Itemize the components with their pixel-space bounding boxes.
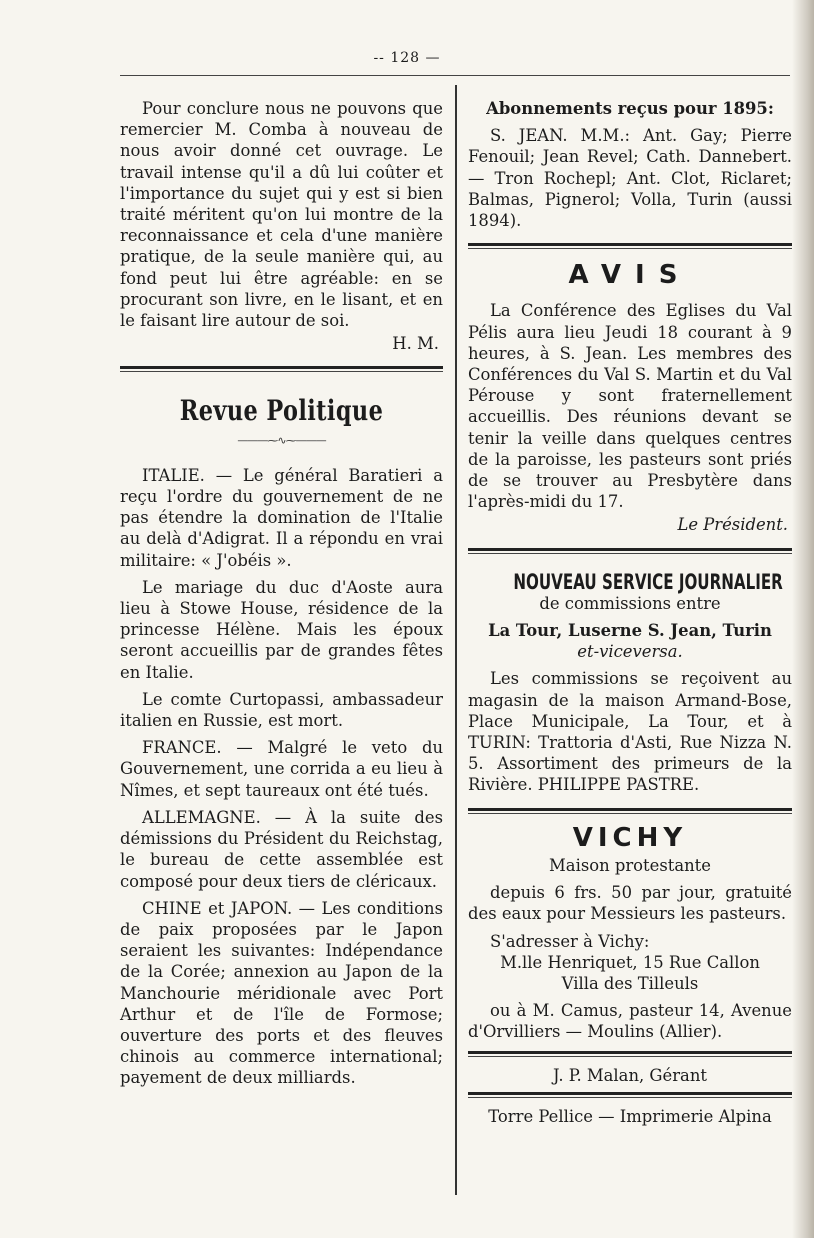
vichy-maison: Maison protestante <box>549 855 711 875</box>
left-column <box>120 98 443 1089</box>
vichy-address-2: M.lle Henriquet, 15 Rue Callon <box>500 952 760 972</box>
france-paragraph: FRANCE. — Malgré le veto du Gouvernement, une corrida a eu lieu à Nîmes, et sept taureaux ont été tués. <box>120 738 443 800</box>
section-rule <box>468 1051 792 1057</box>
mariage-paragraph: Le mariage du duc d'Aoste aura lieu à Stowe House, résidence de la princesse Hélène. Mais les époux seront accueillis par de grandes fêtes en Italie. <box>120 577 443 682</box>
section-rule <box>468 548 792 554</box>
avis-text: La Conférence des Eglises du Val Pélis aura lieu Jeudi 18 courant à 9 heures, à S. Jean. Les membres des Conférences du Val S. Martin et du Val Pérouse y sont fraternellement accueillis. Des réunions devant se tenir la veille dans quelques centres de la paroisse, les pasteurs sont priés de se trouver au Presbytère dans l'après-midi du 17. <box>468 301 792 512</box>
section-rule <box>468 1092 792 1098</box>
imprimerie-line: Torre Pellice — Imprimerie Alpina <box>488 1106 772 1126</box>
avis-signature: Le Président. <box>677 515 788 535</box>
allemagne-paragraph: ALLEMAGNE. — À la suite des démissions du Président du Reichstag, le bureau de cette assemblée est composé pour deux tiers de cléricaux. <box>120 807 443 891</box>
service-text: Les commissions se reçoivent au magasin de la maison Armand-Bose, Place Municipale, La Tour, et à TURIN: Trattoria d'Asti, Rue Nizza N. 5. Assortiment des primeurs de la Rivière. PHILIPPE PASTRE. <box>468 669 792 795</box>
flourish-ornament: ———⁓∿⁓——— <box>237 433 326 447</box>
page-edge-shadow <box>792 0 814 1238</box>
section-rule <box>468 243 792 249</box>
signature-hm: H. M. <box>392 334 439 354</box>
abonnements-heading: Abonnements reçus pour 1895: <box>486 99 774 118</box>
italie-paragraph: ITALIE. — Le général Baratieri a reçu l'ordre du gouvernement de ne pas étendre la domination de l'Italie au delà d'Adigrat. Il a répondu en vrai militaire: « J'obéis ». <box>120 465 443 570</box>
gerant-line: J. P. Malan, Gérant <box>553 1065 707 1085</box>
section-rule-thin <box>120 371 443 372</box>
vichy-address-4: ou à M. Camus, pasteur 14, Avenue d'Orvilliers — Moulins (Allier). <box>468 1001 792 1042</box>
revue-politique-title: Revue Politique <box>179 394 384 428</box>
service-viceversa: et-viceversa. <box>577 642 683 662</box>
service-route: La Tour, Luserne S. Jean, Turin <box>488 621 772 641</box>
page-number: -- 128 — <box>373 50 441 66</box>
section-rule <box>120 366 443 369</box>
chine-japon-paragraph: CHINE et JAPON. — Les conditions de paix proposées par le Japon seraient les suivantes: Indépendance de la Corée; annexion au Japon de la Manchourie méridionale avec Port Arthur et de l'île de Formose; ouverture des ports et des fleuves chinois au commerce international; payement de deux milliards. <box>120 898 443 1088</box>
column-divider <box>455 85 457 1195</box>
right-column <box>468 98 792 1127</box>
abonnements-list: S. JEAN. M.M.: Ant. Gay; Pierre Fenouil; Jean Revel; Cath. Dannebert. — Tron Rochepl; Ant. Clot, Riclaret; Balmas, Pignerol; Volla, Turin (aussi 1894). <box>468 126 792 231</box>
header-rule <box>120 75 790 76</box>
avis-title: AVIS <box>568 260 692 291</box>
vichy-address-3: Villa des Tilleuls <box>561 973 699 993</box>
curtopassi-paragraph: Le comte Curtopassi, ambassadeur italien en Russie, est mort. <box>120 689 443 731</box>
conclusion-paragraph: Pour conclure nous ne pouvons que remercier M. Comba à nouveau de nous avoir donné cet ouvrage. Le travail intense qu'il a dû lui coûter et l'importance du sujet qui y est si bien traité méritent qu'on lui montre de la reconnaissance et cela d'une manière pratique, de la seule manière qui, au fond peut lui être agréable: en se procurant son livre, en le lisant, et en le faisant lire autour de soi. <box>120 99 443 331</box>
vichy-text: depuis 6 frs. 50 par jour, gratuité des eaux pour Messieurs les pasteurs. <box>468 883 792 924</box>
section-rule <box>468 808 792 814</box>
vichy-address-1: S'adresser à Vichy: <box>490 931 650 951</box>
service-subtitle: de commissions entre <box>539 593 721 613</box>
nouveau-service-title: NOUVEAU SERVICE JOURNALIER <box>513 569 783 594</box>
vichy-title: VICHY <box>572 822 688 853</box>
